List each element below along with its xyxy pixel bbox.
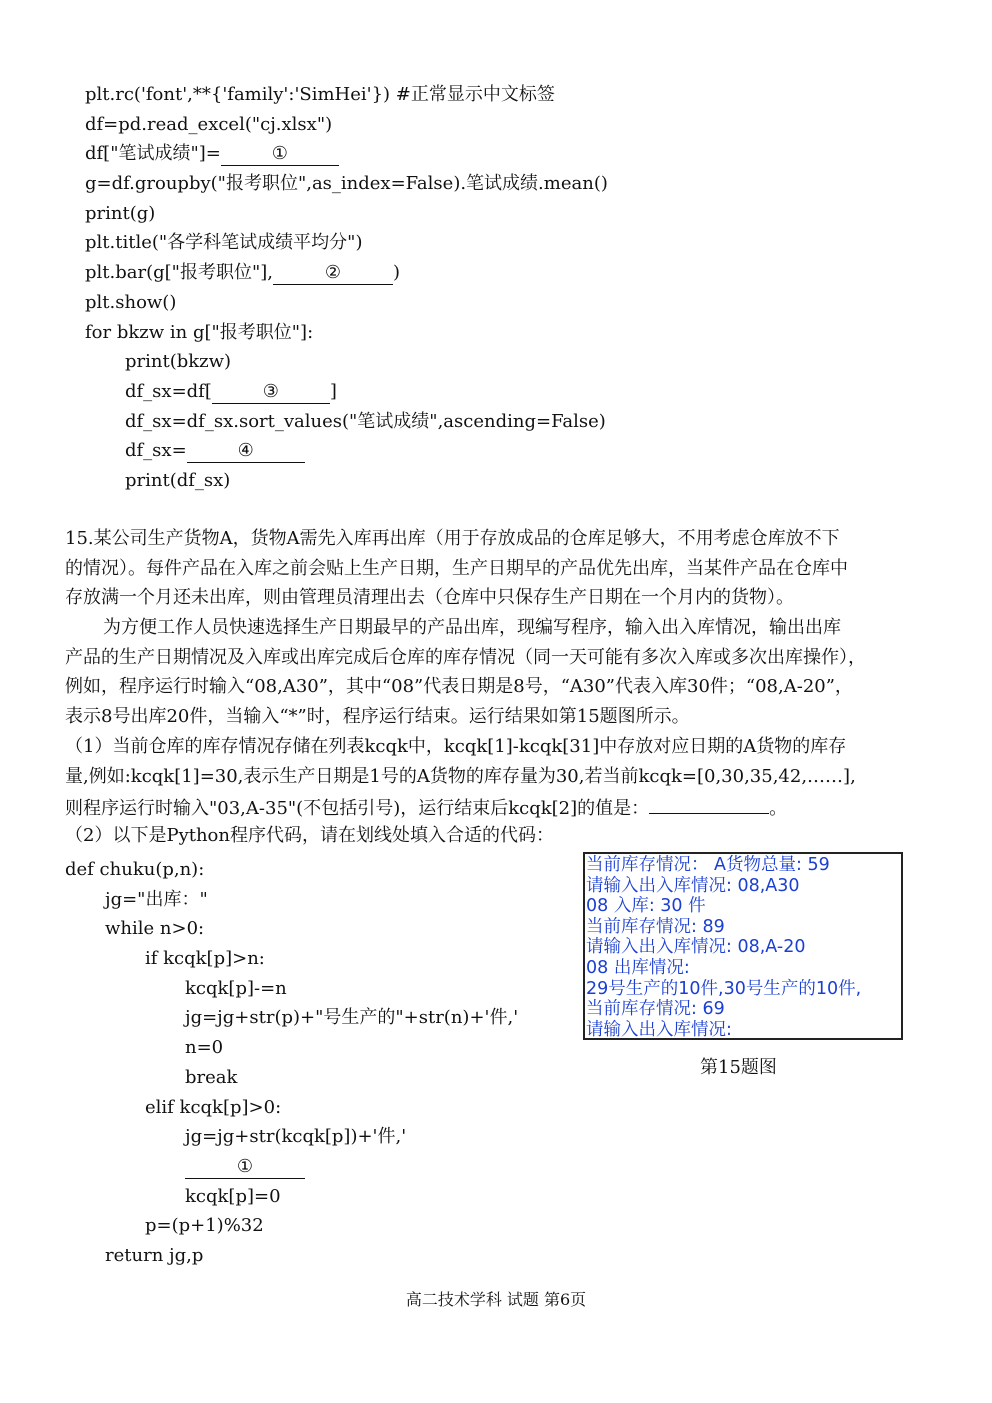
answer-blank-kcqk2 bbox=[649, 791, 769, 814]
code-block-bottom bbox=[65, 855, 518, 1271]
question-text: 存放满一个月还未出库，则由管理员清理出去（仓库中只保存生产日期在一个月内的货物）。 bbox=[65, 587, 794, 609]
code-line: p=(p+1)%32 bbox=[145, 1215, 264, 1237]
code-line: def chuku(p,n): bbox=[65, 859, 205, 880]
console-line: 当前库存情况: 89 bbox=[586, 916, 725, 937]
question-text: 表示8号出库20件，当输入“*”时，程序运行结束。运行结果如第15题图所示。 bbox=[65, 706, 690, 728]
code-line: for bkzw in g["报考职位"]: bbox=[85, 321, 314, 343]
question-text: 为方便工作人员快速选择生产日期最早的产品出库，现编写程序，输入出入库情况，输出出库 bbox=[103, 617, 841, 639]
code-line: jg="出库：" bbox=[105, 888, 208, 910]
answer-blank-4: ④ bbox=[187, 440, 305, 463]
code-line: df_sx=df[ ③ ] bbox=[125, 380, 337, 402]
console-line: 当前库存情况: 69 bbox=[586, 999, 725, 1020]
page-footer: 高二技术学科 试题 第6页 bbox=[405, 1290, 587, 1309]
sub-question-1: （1）当前仓库的库存情况存储在列表kcqk中，kcqk[1]-kcqk[31]中存放对应日期的A货物的库存 bbox=[65, 735, 847, 757]
console-line: 29号生产的10件,30号生产的10件, bbox=[586, 978, 862, 999]
console-line: 请输入出入库情况: bbox=[586, 1019, 732, 1040]
code-line: break bbox=[185, 1066, 238, 1088]
code-line: return jg,p bbox=[105, 1244, 204, 1266]
code-line: df["笔试成绩"]= ① bbox=[85, 139, 608, 169]
figure-caption: 第15题图 bbox=[700, 1057, 777, 1078]
console-line: 08 入库: 30 件 bbox=[586, 896, 706, 917]
code-block-top bbox=[85, 80, 608, 496]
console-output bbox=[583, 852, 903, 1040]
code-line: while n>0: bbox=[105, 918, 205, 940]
answer-blank-3: ③ bbox=[212, 381, 330, 404]
code-line bbox=[65, 1152, 518, 1182]
code-line: df=pd.read_excel("cj.xlsx") bbox=[85, 113, 333, 135]
code-line: if kcqk[p]>n: bbox=[145, 948, 265, 970]
console-line: 请输入出入库情况: 08,A30 bbox=[586, 875, 800, 896]
code-line: print(df_sx) bbox=[125, 469, 231, 491]
code-line: elif kcqk[p]>0: bbox=[145, 1096, 282, 1118]
code-line: df_sx= ④ bbox=[85, 436, 608, 466]
sub-question-2: （2）以下是Python程序代码，请在划线处填入合适的代码： bbox=[65, 824, 554, 846]
code-line: jg=jg+str(kcqk[p])+'件,' bbox=[185, 1126, 407, 1148]
console-line: 请输入出入库情况: 08,A-20 bbox=[586, 937, 806, 958]
question-text: 则程序运行时输入"03,A-35"(不包括引号)，运行结束后kcqk[2]的值是： 。 bbox=[65, 791, 935, 821]
console-line: 当前库存情况： A货物总量: 59 bbox=[586, 855, 830, 875]
question-text: 15.某公司生产货物A，货物A需先入库再出库（用于存放成品的仓库足够大，不用考虑仓库放不下 bbox=[65, 528, 840, 549]
code-line: g=df.groupby("报考职位",as_index=False).笔试成绩.mean() bbox=[85, 173, 608, 195]
code-line: df_sx=df_sx.sort_values("笔试成绩",ascending=False) bbox=[125, 410, 606, 432]
code-line: kcqk[p]=0 bbox=[185, 1185, 281, 1207]
answer-blank-1: ① bbox=[221, 143, 339, 166]
question-text: 例如，程序运行时输入“08,A30”，其中“08”代表日期是8号，“A30”代表入库30件；“08,A-20”， bbox=[65, 676, 853, 698]
question-text: 量,例如:kcqk[1]=30,表示生产日期是1号的A货物的库存量为30,若当前kcqk=[0,30,35,42,……], bbox=[65, 765, 856, 787]
code-line: print(g) bbox=[85, 202, 156, 224]
code-line: print(bkzw) bbox=[125, 351, 232, 373]
code-line: plt.rc('font',**{'family':'SimHei'}) #正常显示中文标签 bbox=[85, 84, 555, 105]
question-15 bbox=[65, 524, 935, 851]
code-line: n=0 bbox=[185, 1037, 224, 1059]
code-line: plt.title("各学科笔试成绩平均分") bbox=[85, 232, 363, 254]
code-line: plt.show() bbox=[85, 291, 177, 313]
answer-blank-2: ② bbox=[273, 262, 393, 285]
console-line: 08 出库情况: bbox=[586, 957, 690, 978]
question-text: 产品的生产日期情况及入库或出库完成后仓库的库存情况（同一天可能有多次入库或多次出库操作）， bbox=[65, 646, 866, 668]
code-line: plt.bar(g["报考职位"], ② ) bbox=[85, 262, 400, 284]
question-text: 的情况）。每件产品在入库之前会贴上生产日期，生产日期早的产品优先出库，当某件产品在仓库中 bbox=[65, 557, 848, 579]
answer-blank-code-1: ① bbox=[185, 1156, 305, 1179]
code-line: kcqk[p]-=n bbox=[185, 977, 287, 999]
code-line: jg=jg+str(p)+"号生产的"+str(n)+'件,' bbox=[185, 1007, 519, 1029]
